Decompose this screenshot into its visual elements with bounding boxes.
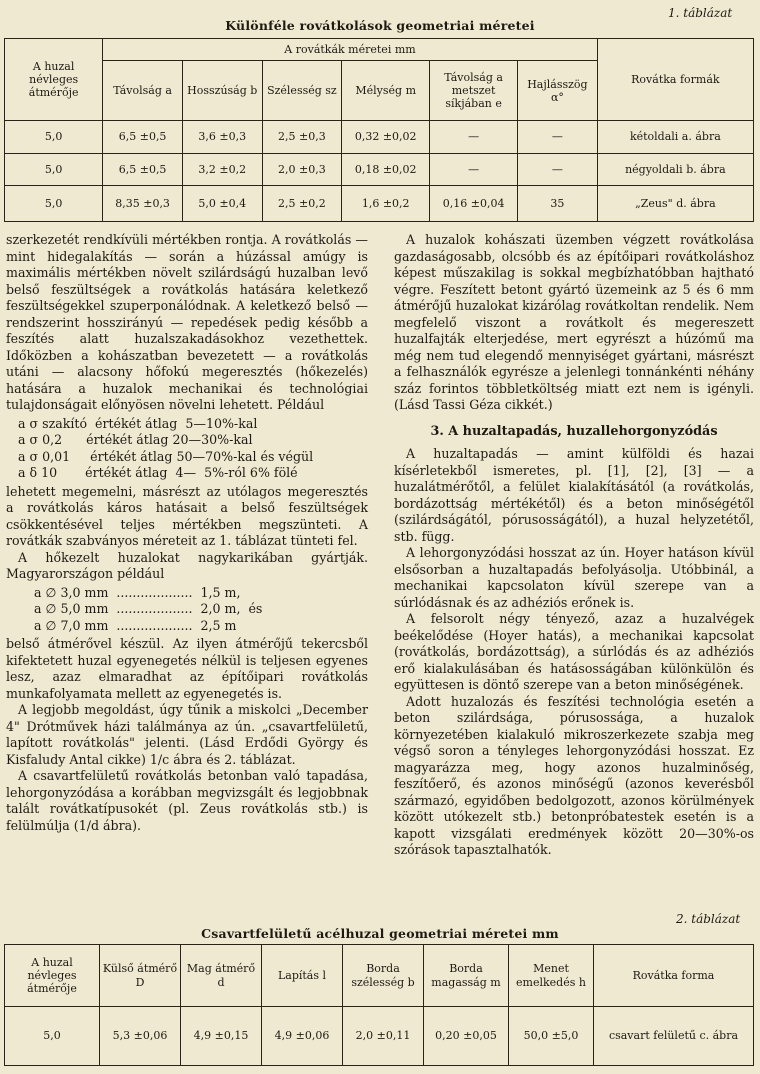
table2: [4, 944, 754, 1066]
table-cell: 0,16 ±0,04: [430, 185, 518, 221]
paragraph: szerkezetét rendkívüli mértékben rontja. A rovátkolás — mint hidegalakítás — során a húzással amúgy is maximális mértékben növelt szilárdságú huzalban levő belső feszültségek a rovátkolás hatására keletkező feszültségekkel szuperponálódnak. A keletkező belső — rendszerint hosszirányú — repedések pedig később a feszítés alatt huzalszakadásokhoz vezethettek. Időközben a kohászatban bevezetett — a rovátkolás utáni — alacsony hőfokú megeresztés (hőkezelés) hatására a huzalok mechanikai és technológiai tulajdonságait előnyösen növelni lehetett. Például: [6, 232, 368, 412]
table1-header-wire: A huzal névleges átmérője: [5, 39, 103, 121]
table-cell: 2,5 ±0,2: [262, 185, 342, 221]
table-cell: 8,35 ±0,3: [103, 185, 183, 221]
table-cell: —: [430, 121, 518, 153]
table-row: [5, 185, 754, 221]
table1-label: 1. táblázat: [668, 6, 733, 20]
table1-group-header: A rovátkák méretei mm: [103, 39, 597, 61]
percent-list: [18, 416, 368, 482]
table1-header-cell: Mélység m: [342, 61, 430, 121]
table2-header-cell: Borda szélesség b: [343, 945, 424, 1007]
table-cell: 5,0: [5, 185, 103, 221]
table-cell: —: [518, 121, 598, 153]
table-cell: 0,18 ±0,02: [342, 153, 430, 185]
table1-header-form: Rovátka formák: [597, 39, 753, 121]
table-cell: 3,2 ±0,2: [182, 153, 262, 185]
list-item: a σ szakító értékét átlag 5—10%-kal: [18, 415, 258, 431]
table-cell: 0,32 ±0,02: [342, 121, 430, 153]
list-item: a ∅ 7,0 mm ................... 2,5 m: [34, 617, 237, 633]
table1-header-cell: Hosszúság b: [182, 61, 262, 121]
table-cell: 1,6 ±0,2: [342, 185, 430, 221]
paragraph: A felsorolt négy tényező, azaz a huzalvégek beékelődése (Hoyer hatás), a mechanikai kapcsolat (rovátkolás, bordázottság), a súrlódás és az adhéziós erő kialakulásában és hatásosságában különkülön és együttesen is döntő szerepe van a beton minőségének.: [394, 611, 754, 692]
table1-header-cell: Távolság a: [103, 61, 183, 121]
table-cell: „Zeus" d. ábra: [597, 185, 753, 221]
table-cell: 2,0 ±0,3: [262, 153, 342, 185]
table-cell: 5,0: [5, 153, 103, 185]
table1-header-cell: Hajlásszög α°: [518, 61, 598, 121]
paragraph: A lehorgonyzódási hosszat az ún. Hoyer hatáson kívül elsősorban a huzaltapadás befolyásolja. Utóbbinál, a mechanikai kapcsolaton kívül szerepe van a súrlódásnak és az adhéziós erőnek is.: [394, 545, 754, 610]
table-cell: 0,20 ±0,05: [424, 1007, 509, 1066]
table2-header-cell: Mag átmérő d: [181, 945, 262, 1007]
table-cell: 6,5 ±0,5: [103, 121, 183, 153]
left-column: [6, 232, 368, 834]
table-cell: 5,0 ±0,4: [182, 185, 262, 221]
list-item: a δ 10 értékét átlag 4— 5%-ról 6% fölé: [18, 465, 298, 480]
list-item: a ∅ 5,0 mm ................... 2,0 m, és: [34, 601, 263, 616]
table1-header-cell: Szélesség sz: [262, 61, 342, 121]
section-heading: 3. A huzaltapadás, huzallehorgonyzódás: [430, 423, 718, 439]
table2-header-cell: Rovátka forma: [594, 945, 754, 1007]
table-cell: 6,5 ±0,5: [103, 153, 183, 185]
table1-title: Különféle rovátkolások geometriai méretei: [225, 18, 535, 33]
table1: [4, 38, 754, 222]
table2-header-cell: A huzal névleges átmérője: [5, 945, 100, 1007]
table-cell: 2,0 ±0,11: [343, 1007, 424, 1066]
table2-label: 2. táblázat: [676, 912, 741, 926]
table-cell: —: [518, 153, 598, 185]
table-cell: 3,6 ±0,3: [182, 121, 262, 153]
paragraph: Adott huzalozás és feszítési technológia esetén a beton szilárdsága, pórusossága, a huzalok környezetében kialakuló mikroszerkezete szabja meg végső soron a tényleges lehorgonyzódási hosszat. Ez magyarázza meg, hogy azonos huzalminőség, feszítőerő, és azonos minőségű (azonos keverésből származó, egyidőben bedolgozott, azonos körülmények között utókezelt stb.) betonpróbatestek esetén is a kapott vizsgálati eredmények között 20—30%-os szórások tapasztalhatók.: [394, 693, 754, 857]
table-cell: csavart felületű c. ábra: [594, 1007, 754, 1066]
table2-header-cell: Borda magasság m: [424, 945, 509, 1007]
table-cell: 5,3 ±0,06: [100, 1007, 181, 1066]
paragraph: A huzalok kohászati üzemben végzett rovátkolása gazdaságosabb, olcsóbb és az építőipari rovátkoláshoz képest műszakilag is sokkal megbízhatóbban hajtható végre. Feszített betont gyártó üzemeink az 5 és 6 mm átmérőjű huzalokat kizárólag rovátkoltan rendelik. Nem megfelelő viszont a rovátkolt és megereszett huzalfajták elterjedése, mert egyrészt a húzómű ma még nem tud elegendő mennyiséget gyártani, másrészt a felhasználók egyrésze a jelenlegi tonnánkénti néhány száz forintos többletköltség miatt ezt nem is igényli. (Lásd Tassi Géza cikkét.): [394, 232, 754, 412]
table-row: [5, 121, 754, 153]
table-row: [5, 153, 754, 185]
list-item: a σ 0,01 értékét átlag 50—70%-kal és végül: [18, 448, 314, 464]
right-column: [394, 232, 754, 859]
table-cell: 5,0: [5, 121, 103, 153]
paragraph: A huzaltapadás — amint külföldi és hazai kísérletekből ismeretes, pl. [1], [2], [3] — a huzalátmérőtől, a felület kialakításától (a rovátkolás, bordázottság mértékétől) és a beton minőségétől (szilárdságától, pórusosságától), a huzal helyzetétől, stb. függ.: [394, 446, 754, 544]
table-cell: kétoldali a. ábra: [597, 121, 753, 153]
table-cell: 4,9 ±0,06: [262, 1007, 343, 1066]
table-cell: 5,0: [5, 1007, 100, 1066]
table2-header-cell: Külső átmérő D: [100, 945, 181, 1007]
list-item: a ∅ 3,0 mm ................... 1,5 m,: [34, 584, 241, 600]
table2-header-cell: Menet emelkedés h: [509, 945, 594, 1007]
table1-header-cell: Távolság a metszet síkjában e: [430, 61, 518, 121]
paragraph: A legjobb megoldást, úgy tűnik a miskolci „December 4" Drótművek házi találmánya az ún. „csavartfelületű, lapított rovátkolás" jelenti. (Lásd Erdődi György és Kisfaludy Antal cikke) 1/c ábra és 2. táblázat.: [6, 702, 368, 767]
table-cell: 2,5 ±0,3: [262, 121, 342, 153]
table-cell: 4,9 ±0,15: [181, 1007, 262, 1066]
table-cell: 35: [518, 185, 598, 221]
table-cell: 50,0 ±5,0: [509, 1007, 594, 1066]
table2-title: Csavartfelületű acélhuzal geometriai méretei mm: [201, 926, 559, 941]
table-cell: négyoldali b. ábra: [597, 153, 753, 185]
table2-header-cell: Lapítás l: [262, 945, 343, 1007]
paragraph: belső átmérővel készül. Az ilyen átmérőjű tekercsből kifektetett huzal egyenegetés nélkül is teljesen egyenes lesz, azaz elmaradhat az építőipari rovátkolás munkafolyamata mellett az egyenegetés is.: [6, 636, 368, 701]
paragraph: A hőkezelt huzalokat nagykarikában gyártják. Magyarországon például: [6, 549, 368, 581]
diameter-list: [34, 585, 368, 635]
table-cell: —: [430, 153, 518, 185]
paragraph: A csavartfelületű rovátkolás betonban való tapadása, lehorgonyzódása a korábban megvizsgált és legjobbnak talált rovátkatípusokét (pl. Zeus rovátkolás stb.) is felülmúlja (1/d ábra).: [6, 768, 368, 833]
list-item: a σ 0,2 értékét átlag 20—30%-kal: [18, 432, 253, 447]
paragraph: lehetett megemelni, másrészt az utólagos megeresztés a rovátkolás káros hatásait a belső feszültségek csökkentésével teljes mértékben megszünteti. A rovátkák szabványos méreteit az 1. táblázat tünteti fel.: [6, 483, 368, 548]
table-row: [5, 1007, 754, 1066]
